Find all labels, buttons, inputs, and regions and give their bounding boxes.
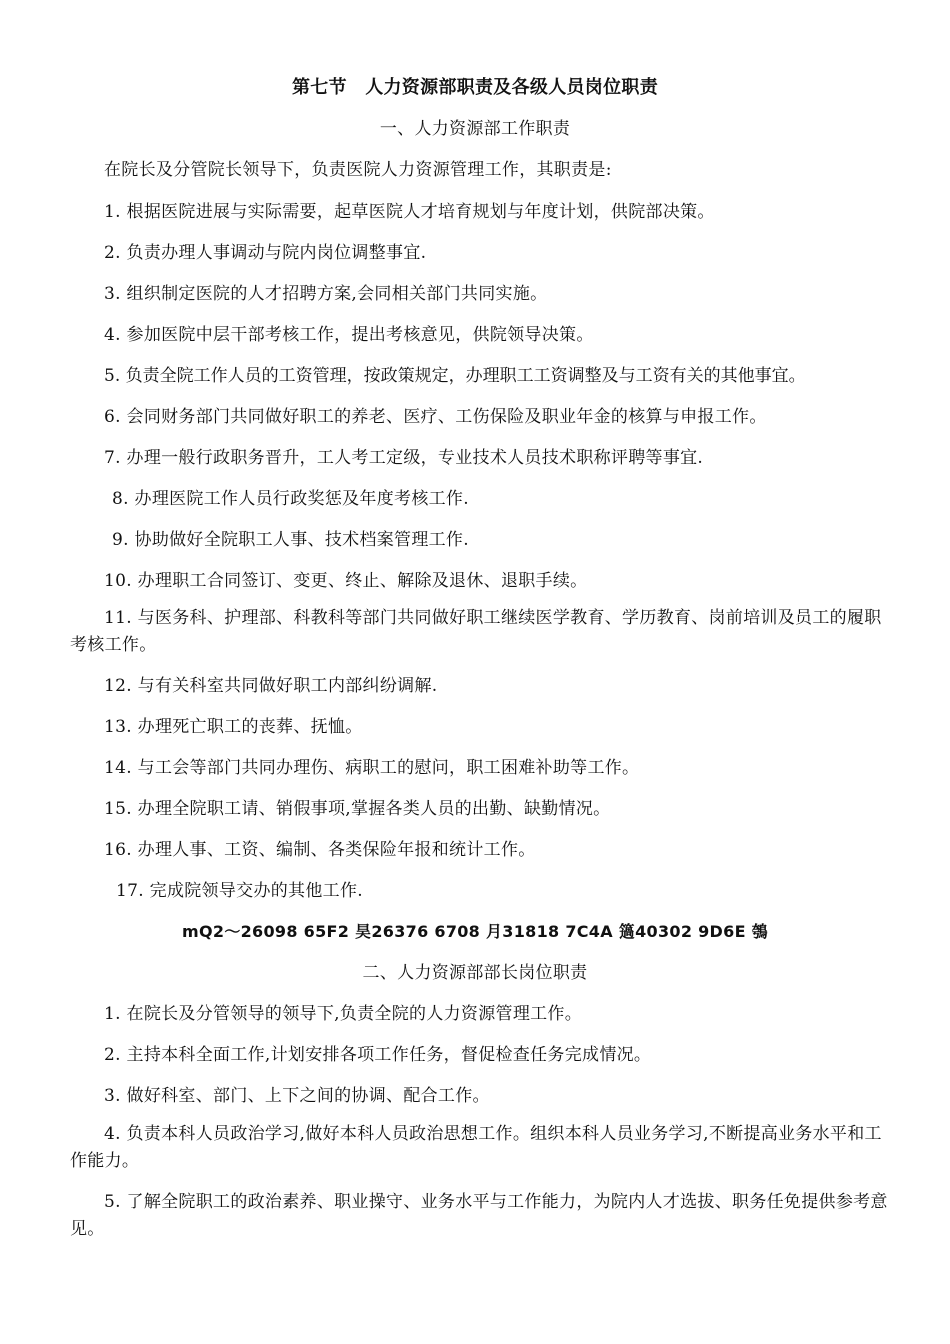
part1-item-10: 10. 办理职工合同签订、变更、终止、解除及退休、退职手续。 — [104, 571, 588, 591]
part1-item-13: 13. 办理死亡职工的丧葬、抚恤。 — [104, 717, 363, 737]
part1-item-12: 12. 与有关科室共同做好职工内部纠纷调解. — [104, 676, 438, 696]
part1-item-17: 17. 完成院领导交办的其他工作. — [116, 881, 363, 901]
part1-item-11: 11. 与医务科、护理部、科教科等部门共同做好职工继续医学教育、学历教育、岗前培训及员工的履职考核工作。 — [70, 608, 882, 655]
part1-item-1: 1. 根据医院进展与实际需要，起草医院人才培育规划与年度计划，供院部决策。 — [104, 202, 715, 222]
part1-item-4: 4. 参加医院中层干部考核工作，提出考核意见，供院领导决策。 — [104, 325, 594, 345]
part1-item-5: 5. 负责全院工作人员的工资管理，按政策规定，办理职工工资调整及与工资有关的其他事宜。 — [104, 366, 806, 386]
part1-item-15: 15. 办理全院职工请、销假事项,掌握各类人员的出勤、缺勤情况。 — [104, 799, 611, 819]
part1-item-7: 7. 办理一般行政职务晋升，工人考工定级，专业技术人员技术职称评聘等事宜. — [104, 448, 704, 468]
part1-intro: 在院长及分管院长领导下，负责医院人力资源管理工作，其职责是: — [104, 160, 612, 180]
part2-item-5: 5. 了解全院职工的政治素养、职业操守、业务水平与工作能力，为院内人才选拔、职务任免提供参考意见。 — [70, 1192, 888, 1239]
garbled-line: mQ2～26098 65F2 昊26376 6708 月31818 7C4A 簻40302 9D6E 鴮 — [182, 922, 768, 941]
part1-item-16: 16. 办理人事、工资、编制、各类保险年报和统计工作。 — [104, 840, 536, 860]
part1-item-3: 3. 组织制定医院的人才招聘方案,会同相关部门共同实施。 — [104, 284, 548, 304]
part1-item-14: 14. 与工会等部门共同办理伤、病职工的慰问，职工困难补助等工作。 — [104, 758, 640, 778]
part1-item-8: 8. 办理医院工作人员行政奖惩及年度考核工作. — [112, 489, 469, 509]
part2-item-4: 4. 负责本科人员政治学习,做好本科人员政治思想工作。组织本科人员业务学习,不断提高业务水平和工作能力。 — [70, 1124, 882, 1171]
section-title: 第七节 人力资源部职责及各级人员岗位职责 — [292, 77, 658, 98]
part2-item-3: 3. 做好科室、部门、上下之间的协调、配合工作。 — [104, 1086, 490, 1106]
part1-item-6: 6. 会同财务部门共同做好职工的养老、医疗、工伤保险及职业年金的核算与申报工作。 — [104, 407, 767, 427]
part2-heading: 二、人力资源部部长岗位职责 — [362, 963, 588, 983]
part2-item-1: 1. 在院长及分管领导的领导下,负责全院的人力资源管理工作。 — [104, 1004, 583, 1024]
part2-item-2: 2. 主持本科全面工作,计划安排各项工作任务，督促检查任务完成情况。 — [104, 1045, 652, 1065]
part1-item-9: 9. 协助做好全院职工人事、技术档案管理工作. — [112, 530, 469, 550]
part1-heading: 一、人力资源部工作职责 — [379, 119, 571, 139]
part1-item-2: 2. 负责办理人事调动与院内岗位调整事宜. — [104, 243, 427, 263]
